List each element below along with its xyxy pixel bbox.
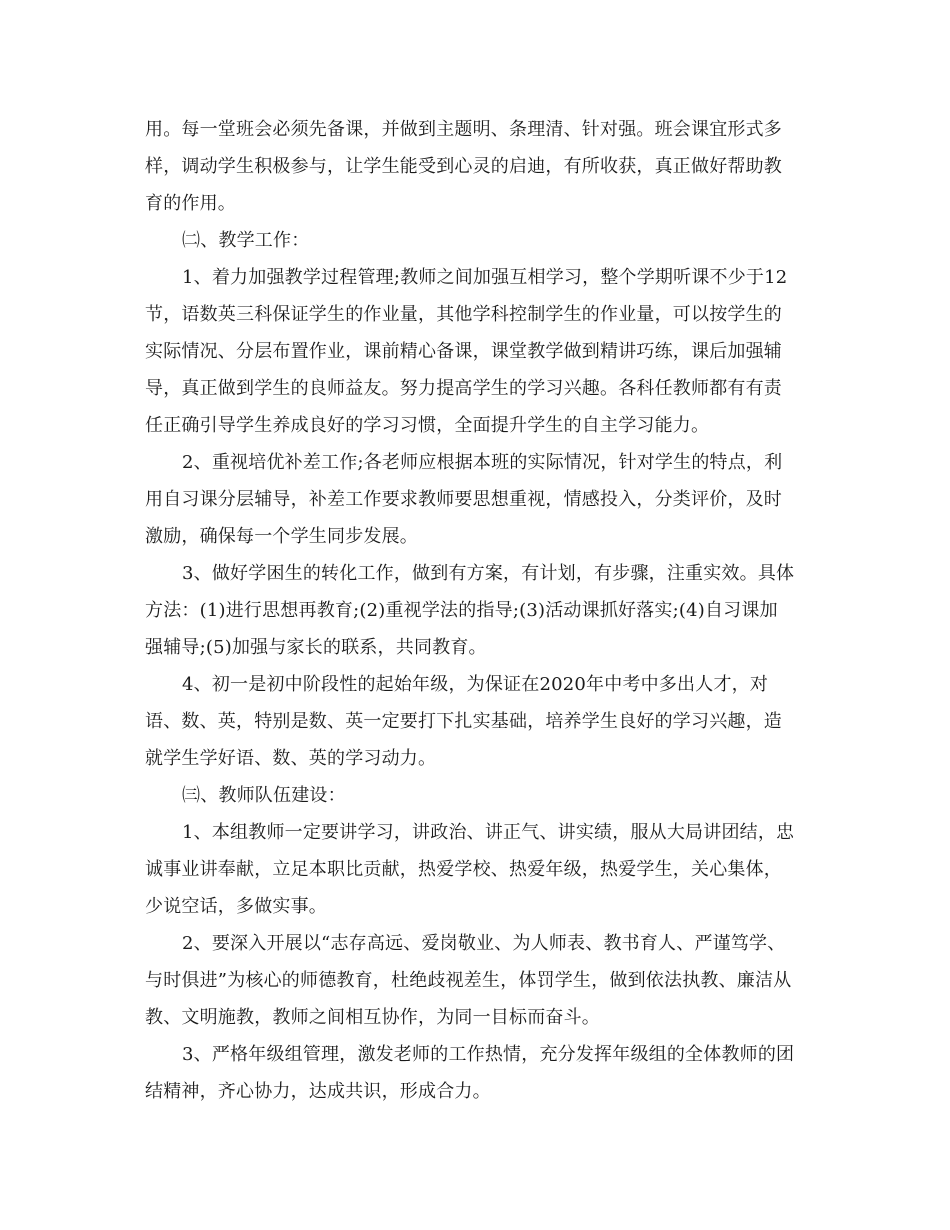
paragraph-line: 方法：(1)进行思想再教育;(2)重视学法的指导;(3)活动课抓好落实;(4)自习课加 [145, 600, 778, 621]
paragraph-line: 节，语数英三科保证学生的作业量，其他学科控制学生的作业量，可以按学生的 [145, 304, 782, 325]
paragraph-line: 诚事业讲奉献，立足本职比贡献，热爱学校、热爱年级，热爱学生，关心集体， [145, 859, 782, 880]
paragraph-line: 1、本组教师一定要讲学习，讲政治、讲正气、讲实绩，服从大局讲团结，忠 [182, 822, 795, 843]
section-heading: ㈡、教学工作： [182, 230, 310, 251]
paragraph-line: 育的作用。 [145, 193, 236, 214]
paragraph-line: 少说空话，多做实事。 [145, 896, 327, 917]
paragraph-line: 用。每一堂班会必须先备课，并做到主题明、条理清、针对强。班会课宜形式多 [145, 119, 782, 140]
paragraph-line: 与时俱进”为核心的师德教育，杜绝歧视差生，体罚学生，做到依法执教、廉洁从 [145, 970, 792, 991]
paragraph-line: 2、要深入开展以“志存高远、爱岗敬业、为人师表、教书育人、严谨笃学、 [182, 933, 786, 954]
paragraph-line: 结精神，齐心协力，达成共识，形成合力。 [145, 1081, 491, 1102]
paragraph-line: 1、着力加强教学过程管理;教师之间加强互相学习，整个学期听课不少于12 [182, 267, 788, 288]
paragraph-line: 样，调动学生积极参与，让学生能受到心灵的启迪，有所收获，真正做好帮助教 [145, 156, 782, 177]
paragraph-line: 任正确引导学生养成良好的学习习惯，全面提升学生的自主学习能力。 [145, 415, 710, 436]
paragraph-line: 强辅导;(5)加强与家长的联系，共同教育。 [145, 637, 487, 658]
paragraph-line: 导，真正做到学生的良师益友。努力提高学生的学习兴趣。各科任教师都有有责 [145, 378, 782, 399]
paragraph-line: 实际情况、分层布置作业，课前精心备课，课堂教学做到精讲巧练，课后加强辅 [145, 341, 782, 362]
paragraph-line: 激励，确保每一个学生同步发展。 [145, 526, 418, 547]
paragraph-line: 教、文明施教，教师之间相互协作，为同一目标而奋斗。 [145, 1007, 600, 1028]
paragraph-line: 2、重视培优补差工作;各老师应根据本班的实际情况，针对学生的特点，利 [182, 452, 783, 473]
paragraph-line: 用自习课分层辅导，补差工作要求教师要思想重视，情感投入，分类评价，及时 [145, 489, 782, 510]
paragraph-line: 就学生学好语、数、英的学习动力。 [145, 748, 437, 769]
paragraph-line: 3、严格年级组管理，激发老师的工作热情，充分发挥年级组的全体教师的团 [182, 1044, 795, 1065]
paragraph-line: 3、做好学困生的转化工作，做到有方案，有计划，有步骤，注重实效。具体 [182, 563, 795, 584]
paragraph-line: 4、初一是初中阶段性的起始年级，为保证在2020年中考中多出人才，对 [182, 674, 769, 695]
section-heading: ㈢、教师队伍建设： [182, 785, 346, 806]
paragraph-line: 语、数、英，特别是数、英一定要打下扎实基础，培养学生良好的学习兴趣，造 [145, 711, 782, 732]
